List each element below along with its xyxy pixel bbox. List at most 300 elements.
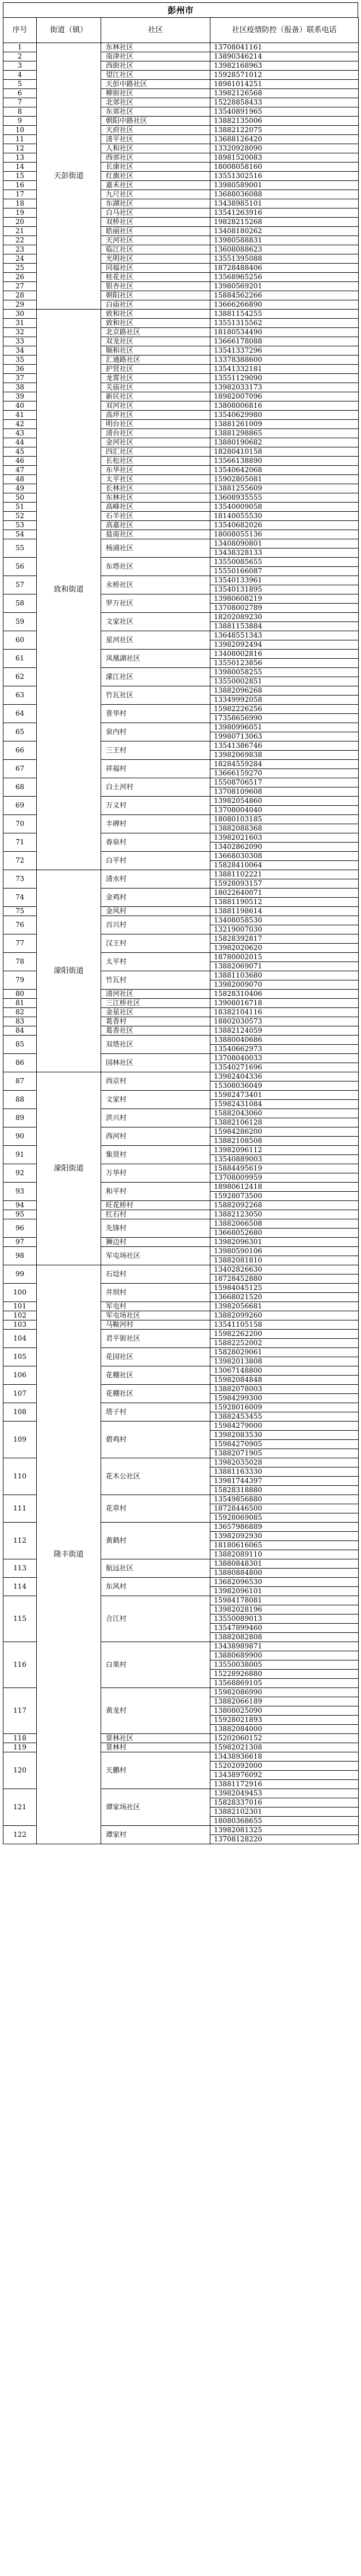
row-number: 70 [3, 815, 37, 833]
phone-number: 15984178081 [210, 1596, 359, 1605]
community-name: 花木公社区 [101, 1458, 210, 1495]
community-name: 东风村 [101, 1578, 210, 1596]
row-number: 29 [3, 300, 37, 310]
row-number: 59 [3, 613, 37, 631]
row-number: 18 [3, 199, 37, 208]
phone-number: 13881154255 [210, 310, 359, 319]
row-number: 109 [3, 1422, 37, 1458]
phone-number: 13657986889 [210, 1523, 359, 1532]
phone-number: 13668021520 [210, 1293, 359, 1302]
row-number: 54 [3, 530, 37, 539]
header-phone: 社区疫情防控（报备）联系电话 [210, 18, 359, 43]
phone-number: 15984270905 [210, 1440, 359, 1449]
phone-number: 18180534490 [210, 328, 359, 337]
phone-number: 15982086990 [210, 1688, 359, 1697]
phone-number: 13547899460 [210, 1624, 359, 1633]
header-community: 社区 [101, 18, 210, 43]
community-name: 白庙社区 [101, 300, 210, 310]
row-number: 2 [3, 52, 37, 61]
phone-number: 15202060152 [210, 1734, 359, 1743]
phone-number: 13550002851 [210, 677, 359, 686]
phone-number: 13890346214 [210, 52, 359, 61]
row-number: 114 [3, 1578, 37, 1596]
phone-number: 13882084000 [210, 1725, 359, 1734]
phone-number: 13551302516 [210, 172, 359, 181]
phone-number: 15828392817 [210, 934, 359, 944]
row-number: 82 [3, 1008, 37, 1017]
row-number: 40 [3, 401, 37, 411]
phone-number: 13882135006 [210, 117, 359, 126]
community-name: 先锋村 [101, 1219, 210, 1238]
community-name: 君平街社区 [101, 1330, 210, 1348]
phone-number: 18180616065 [210, 1541, 359, 1550]
phone-number: 13982013808 [210, 1357, 359, 1366]
phone-number: 13541332181 [210, 365, 359, 374]
phone-number: 13666266890 [210, 300, 359, 310]
phone-number: 13608088623 [210, 245, 359, 254]
row-number: 108 [3, 1403, 37, 1422]
community-name: 马鞍河村 [101, 1320, 210, 1330]
phone-number: 13708004040 [210, 806, 359, 815]
phone-number: 13881102221 [210, 870, 359, 879]
phone-number: 13566138890 [210, 457, 359, 466]
phone-number: 15228926880 [210, 1670, 359, 1679]
row-number: 106 [3, 1366, 37, 1385]
row-number: 118 [3, 1734, 37, 1743]
phone-number: 15984286200 [210, 1127, 359, 1137]
phone-number: 15882092268 [210, 1201, 359, 1210]
row-number: 4 [3, 71, 37, 80]
phone-number: 13980569201 [210, 282, 359, 291]
phone-number: 15982473401 [210, 1091, 359, 1100]
community-name: 万义村 [101, 797, 210, 815]
phone-number: 17358656990 [210, 714, 359, 723]
phone-number: 18202089230 [210, 613, 359, 622]
community-name: 四汇社区 [101, 447, 210, 457]
community-name: 关庙社区 [101, 383, 210, 392]
phone-number: 13438976092 [210, 1771, 359, 1780]
phone-number: 13551395088 [210, 254, 359, 264]
community-name: 和平村 [101, 1183, 210, 1201]
phone-number: 13540629980 [210, 411, 359, 420]
community-name: 望江社区 [101, 71, 210, 80]
row-number: 79 [3, 971, 37, 990]
row-number: 66 [3, 741, 37, 760]
phone-number: 13541337296 [210, 346, 359, 356]
phone-number: 15982262200 [210, 1330, 359, 1339]
community-name: 景林村 [101, 1743, 210, 1752]
row-number: 38 [3, 383, 37, 392]
phone-number: 18728446500 [210, 1504, 359, 1513]
phone-number: 13540271696 [210, 1063, 359, 1072]
phone-number: 13882081810 [210, 1256, 359, 1265]
row-number: 115 [3, 1596, 37, 1642]
community-name: 塔子村 [101, 1403, 210, 1422]
row-number: 26 [3, 273, 37, 282]
phone-number: 13880190682 [210, 438, 359, 447]
phone-number: 13540131895 [210, 585, 359, 594]
row-number: 81 [3, 999, 37, 1008]
row-number: 121 [3, 1789, 37, 1826]
row-number: 13 [3, 153, 37, 163]
phone-number: 13982033173 [210, 383, 359, 392]
phone-number: 13882088368 [210, 824, 359, 833]
phone-number: 15928069085 [210, 1513, 359, 1523]
community-name: 竹瓦社区 [101, 686, 210, 705]
phone-number: 13408090801 [210, 539, 359, 549]
phone-number: 13882453455 [210, 1412, 359, 1422]
community-name: 盐南社区 [101, 530, 210, 539]
phone-number: 13551129090 [210, 374, 359, 383]
community-name: 新民社区 [101, 392, 210, 401]
community-name: 葛香社区 [101, 1026, 210, 1036]
phone-number: 13882066508 [210, 1219, 359, 1229]
row-number: 16 [3, 181, 37, 190]
table-row [3, 870, 359, 879]
row-number: 85 [3, 1036, 37, 1054]
row-number: 68 [3, 778, 37, 797]
phone-number: 13980589001 [210, 181, 359, 190]
row-number: 1 [3, 43, 37, 52]
phone-number: 15828318880 [210, 1486, 359, 1495]
community-name: 花棚社区 [101, 1385, 210, 1403]
row-number: 30 [3, 310, 37, 319]
phone-number: 15884495619 [210, 1164, 359, 1173]
phone-number: 13550123856 [210, 659, 359, 668]
row-number: 83 [3, 1017, 37, 1026]
phone-number: 13982404336 [210, 1072, 359, 1082]
row-number: 11 [3, 135, 37, 144]
phone-number: 15882043060 [210, 1109, 359, 1118]
phone-number: 13881255609 [210, 484, 359, 493]
phone-number: 18008055136 [210, 530, 359, 539]
row-number: 101 [3, 1302, 37, 1311]
row-number: 34 [3, 346, 37, 356]
phone-number: 13666178088 [210, 337, 359, 346]
row-number: 8 [3, 107, 37, 117]
row-number: 22 [3, 236, 37, 245]
community-name: 汇通路社区 [101, 356, 210, 365]
page-title: 彭州市 [3, 2, 358, 17]
row-number: 75 [3, 907, 37, 916]
community-name: 同福社区 [101, 264, 210, 273]
row-number: 111 [3, 1495, 37, 1523]
community-name: 合江村 [101, 1596, 210, 1642]
phone-number: 13882108508 [210, 1137, 359, 1146]
phone-number: 13882089110 [210, 1550, 359, 1559]
community-name: 金星社区 [101, 1008, 210, 1017]
phone-number: 15928021893 [210, 1716, 359, 1725]
community-name: 星河社区 [101, 631, 210, 650]
phone-number: 13402826630 [210, 1265, 359, 1275]
phone-number: 13541386746 [210, 741, 359, 751]
phone-number: 13880689900 [210, 1651, 359, 1660]
community-name: 春泉村 [101, 833, 210, 852]
phone-number: 13808025090 [210, 1706, 359, 1716]
phone-number: 13541105158 [210, 1320, 359, 1330]
phone-number: 13881153884 [210, 622, 359, 631]
community-name: 致和社区 [101, 310, 210, 319]
row-number: 76 [3, 916, 37, 934]
phone-number: 13708128220 [210, 1835, 359, 1844]
contact-sheet [3, 2, 358, 1844]
phone-number: 13549856880 [210, 1495, 359, 1504]
community-name: 护贤社区 [101, 365, 210, 374]
community-name: 朝阳中路社区 [101, 117, 210, 126]
phone-number: 13882071905 [210, 1449, 359, 1458]
phone-number: 18980612418 [210, 1183, 359, 1192]
phone-number: 15828410064 [210, 861, 359, 870]
row-number: 105 [3, 1348, 37, 1366]
community-name: 万华村 [101, 1164, 210, 1183]
street-name: 隆丰街道 [37, 1265, 101, 1844]
row-number: 112 [3, 1523, 37, 1559]
row-number: 74 [3, 889, 37, 907]
phone-number: 13550038005 [210, 1660, 359, 1670]
row-number: 41 [3, 411, 37, 420]
phone-number: 18780002015 [210, 953, 359, 962]
phone-number: 13541263916 [210, 208, 359, 218]
phone-number: 13568965256 [210, 273, 359, 282]
community-name: 白马社区 [101, 208, 210, 218]
community-name: 东林社区 [101, 43, 210, 52]
community-name: 文家村 [101, 1091, 210, 1109]
row-number: 117 [3, 1688, 37, 1734]
phone-number: 18728452880 [210, 1275, 359, 1284]
phone-number: 13880884800 [210, 1569, 359, 1578]
row-number: 61 [3, 650, 37, 668]
table-row [3, 1072, 359, 1082]
phone-number: 13708002789 [210, 604, 359, 613]
community-name: 太平社区 [101, 475, 210, 484]
community-name: 西郊社区 [101, 153, 210, 163]
phone-number: 13982096112 [210, 1146, 359, 1155]
community-name: 天鹏村 [101, 1752, 210, 1789]
row-number: 86 [3, 1054, 37, 1072]
phone-number: 13980058255 [210, 668, 359, 677]
phone-number: 13881103680 [210, 971, 359, 980]
row-number: 12 [3, 144, 37, 153]
community-name: 红旗社区 [101, 172, 210, 181]
row-number: 77 [3, 934, 37, 953]
row-number: 28 [3, 291, 37, 300]
community-name: 天府社区 [101, 126, 210, 135]
community-name: 太平村 [101, 953, 210, 971]
row-number: 89 [3, 1109, 37, 1127]
phone-number: 15902805081 [210, 475, 359, 484]
community-name: 花棚社区 [101, 1366, 210, 1385]
row-number: 120 [3, 1752, 37, 1789]
community-name: 汉王村 [101, 934, 210, 953]
phone-number: 13982009070 [210, 980, 359, 990]
row-number: 94 [3, 1201, 37, 1210]
street-name: 天彭街道 [37, 43, 101, 310]
header-no: 序号 [3, 18, 37, 43]
row-number: 45 [3, 447, 37, 457]
community-name: 桂花社区 [101, 273, 210, 282]
community-name: 明台社区 [101, 420, 210, 429]
phone-number: 13982096301 [210, 1238, 359, 1247]
phone-number: 13408180262 [210, 227, 359, 236]
phone-number: 13982092494 [210, 640, 359, 650]
community-name: 北京路社区 [101, 328, 210, 337]
phone-number: 13882096268 [210, 686, 359, 696]
community-name: 龙霄社区 [101, 374, 210, 383]
community-name: 集贤村 [101, 1146, 210, 1164]
row-number: 20 [3, 218, 37, 227]
community-name: 柳街社区 [101, 89, 210, 98]
phone-number: 18008058160 [210, 163, 359, 172]
phone-number: 13881163330 [210, 1467, 359, 1477]
row-number: 46 [3, 457, 37, 466]
phone-number: 13438328133 [210, 549, 359, 558]
community-name: 旺花桥村 [101, 1201, 210, 1210]
community-name: 狮边村 [101, 1238, 210, 1247]
phone-number: 13438936618 [210, 1752, 359, 1762]
phone-number: 13881172916 [210, 1780, 359, 1789]
row-number: 110 [3, 1458, 37, 1495]
phone-number: 15202092000 [210, 1762, 359, 1771]
phone-number: 13648551343 [210, 631, 359, 640]
row-number: 7 [3, 98, 37, 107]
phone-number: 13880040686 [210, 1036, 359, 1045]
phone-number: 15928093157 [210, 879, 359, 889]
community-name: 皓丽社区 [101, 227, 210, 236]
row-number: 96 [3, 1219, 37, 1238]
phone-number: 13882082808 [210, 1633, 359, 1642]
row-number: 36 [3, 365, 37, 374]
phone-number: 15982084848 [210, 1376, 359, 1385]
phone-number: 13982028196 [210, 1605, 359, 1615]
phone-number: 13882123050 [210, 1210, 359, 1219]
row-number: 62 [3, 668, 37, 686]
phone-number: 13982092930 [210, 1532, 359, 1541]
row-number: 72 [3, 852, 37, 870]
phone-number: 13408002816 [210, 650, 359, 659]
row-number: 122 [3, 1826, 37, 1844]
community-name: 军屯场社区 [101, 1247, 210, 1265]
phone-number: 13982083530 [210, 1431, 359, 1440]
community-name: 高坪社区 [101, 411, 210, 420]
phone-number: 13668052680 [210, 1229, 359, 1238]
community-name: 西京村 [101, 1072, 210, 1091]
row-number: 37 [3, 374, 37, 383]
community-name: 花园社区 [101, 1348, 210, 1366]
phone-number: 13666159270 [210, 769, 359, 778]
community-name: 致和社区 [101, 319, 210, 328]
phone-number: 13708040033 [210, 1054, 359, 1063]
community-name: 航远社区 [101, 1559, 210, 1578]
row-number: 55 [3, 539, 37, 558]
row-number: 39 [3, 392, 37, 401]
community-name: 西街社区 [101, 61, 210, 71]
row-number: 31 [3, 319, 37, 328]
community-name: 金鸡村 [101, 889, 210, 907]
row-number: 88 [3, 1091, 37, 1109]
row-number: 3 [3, 61, 37, 71]
phone-number: 13882066189 [210, 1697, 359, 1706]
row-number: 95 [3, 1210, 37, 1219]
row-number: 98 [3, 1247, 37, 1265]
phone-number: 13980608219 [210, 594, 359, 604]
header-street: 街道（镇） [37, 18, 101, 43]
community-name: 碧鸡村 [101, 1422, 210, 1458]
community-name: 东湖社区 [101, 199, 210, 208]
community-name: 银杏社区 [101, 282, 210, 291]
phone-number: 18022640071 [210, 889, 359, 898]
phone-number: 13881198614 [210, 907, 359, 916]
phone-number: 18728488406 [210, 264, 359, 273]
row-number: 6 [3, 89, 37, 98]
community-name: 白土河村 [101, 778, 210, 797]
row-number: 9 [3, 117, 37, 126]
street-name: 濛阳街道 [37, 870, 101, 1072]
phone-number: 13982096101 [210, 1587, 359, 1596]
community-name: 临江社区 [101, 245, 210, 254]
community-name: 长松社区 [101, 457, 210, 466]
table-header-row [3, 18, 359, 43]
community-name: 朝阳社区 [101, 291, 210, 300]
table-row [3, 310, 359, 319]
community-name: 谭家场社区 [101, 1789, 210, 1826]
table-row [3, 43, 359, 52]
phone-number: 15984299300 [210, 1394, 359, 1403]
row-number: 80 [3, 990, 37, 999]
row-number: 25 [3, 264, 37, 273]
community-name: 北郊社区 [101, 98, 210, 107]
phone-number: 13908016718 [210, 999, 359, 1008]
phone-number: 15928073500 [210, 1192, 359, 1201]
contact-table [3, 17, 359, 1844]
phone-number: 13540009058 [210, 503, 359, 512]
community-name: 人和社区 [101, 144, 210, 153]
community-name: 东华社区 [101, 466, 210, 475]
row-number: 23 [3, 245, 37, 254]
community-name: 双河社区 [101, 401, 210, 411]
phone-number: 15550166087 [210, 567, 359, 576]
row-number: 32 [3, 328, 37, 337]
community-name: 白平村 [101, 852, 210, 870]
phone-number: 13320928090 [210, 144, 359, 153]
phone-number: 15828337016 [210, 1798, 359, 1808]
phone-number: 13540133961 [210, 576, 359, 585]
community-name: 清台社区 [101, 429, 210, 438]
phone-number: 13982021603 [210, 833, 359, 843]
phone-number: 13568869105 [210, 1679, 359, 1688]
phone-number: 13540642068 [210, 466, 359, 475]
community-name: 濛江社区 [101, 668, 210, 686]
phone-number: 15828310406 [210, 990, 359, 999]
community-name: 清水村 [101, 870, 210, 889]
phone-number: 13550089013 [210, 1615, 359, 1624]
row-number: 102 [3, 1311, 37, 1320]
street-name: 致和街道 [37, 310, 101, 870]
phone-number: 18280410158 [210, 447, 359, 457]
phone-number: 13982035028 [210, 1458, 359, 1467]
row-number: 56 [3, 558, 37, 576]
community-name: 石羊社区 [101, 512, 210, 521]
row-number: 10 [3, 126, 37, 135]
row-number: 119 [3, 1743, 37, 1752]
community-name: 黄龙村 [101, 1688, 210, 1734]
phone-number: 15984045125 [210, 1284, 359, 1293]
community-name: 井坝村 [101, 1284, 210, 1302]
community-name: 长林社区 [101, 484, 210, 493]
row-number: 49 [3, 484, 37, 493]
phone-number: 13550085655 [210, 558, 359, 567]
phone-number: 13349992058 [210, 696, 359, 705]
community-name: 百兴村 [101, 916, 210, 934]
